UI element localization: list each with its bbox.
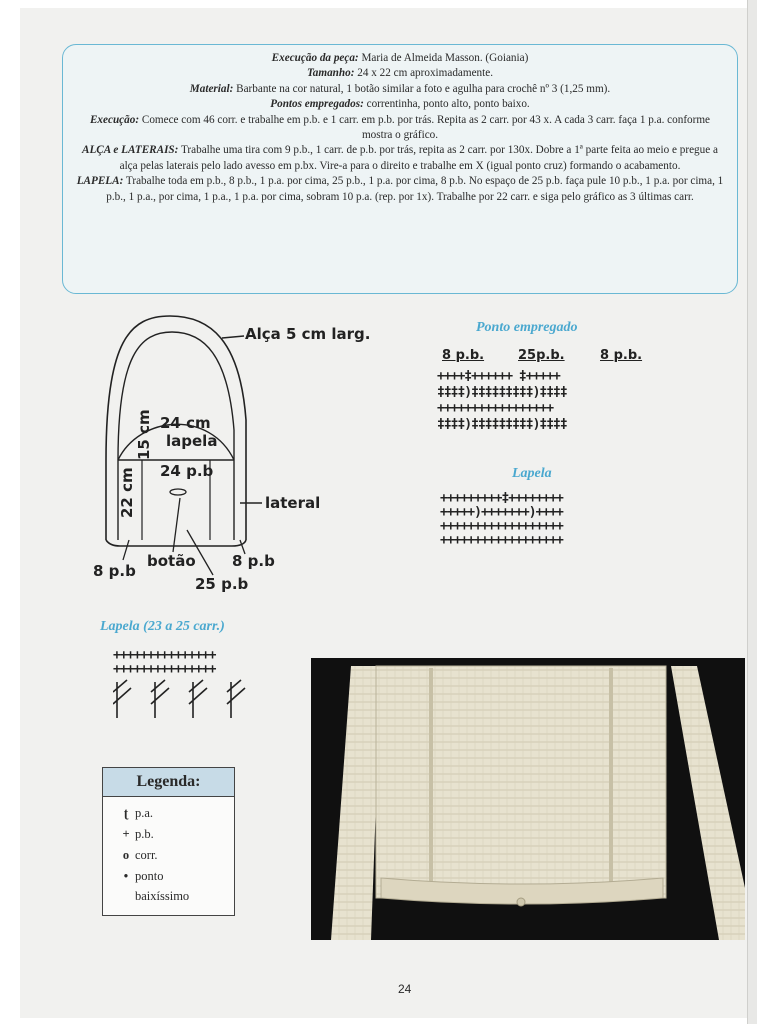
page-number: 24 (398, 982, 412, 996)
diagram-pointers (115, 490, 255, 580)
lapela-chart-title: Lapela (512, 466, 552, 481)
lapela-row-2: +++++)+++++++)++++ (440, 505, 563, 520)
pe-label-right: 8 p.b. (600, 348, 643, 363)
pe-row-4: ‡‡‡‡)‡‡‡‡‡‡‡‡‡)‡‡‡‡ (437, 417, 567, 432)
pb-25-label: 25 p.b (195, 575, 249, 593)
execucao-peca-line: Execução da peça: Maria de Almeida Masson. (Goiania) (271, 52, 529, 64)
botao-label: botão (147, 552, 196, 570)
legend-item-pbx: • ponto (117, 869, 163, 884)
pontos-line: Pontos empregados: correntinha, ponto alto, ponto baixo. (270, 98, 530, 111)
lapela-rows-stitches (113, 678, 263, 720)
pe-label-left: 8 p.b. (442, 348, 485, 363)
material-line: Material: Barbante na cor natural, 1 botão similar a foto e agulha para crochê nº 3 (1,25 mm). (189, 82, 611, 95)
pe-label-mid: 25p.b. (518, 348, 565, 363)
instructions-box (62, 44, 738, 294)
pe-row-1: ++++‡++++++ ‡+++++ (437, 369, 560, 384)
pb-8-left-label: 8 p.b (93, 562, 136, 580)
alca-pointer (222, 332, 246, 342)
lapela-row-3: ++++++++++++++++++ (440, 519, 563, 534)
legend-item-pbx-cont: baixíssimo (135, 889, 190, 903)
alca-label: Alça 5 cm larg. (245, 325, 371, 343)
tamanho-line: Tamanho: 24 x 22 cm aproximadamente. (306, 67, 494, 80)
bag-photo (311, 658, 745, 940)
height-22-label: 22 cm (118, 467, 136, 518)
lr-row-2: +++++++++++++++ (113, 662, 216, 677)
lapela-word-label: lapela (166, 432, 218, 450)
lapela-row-1: +++++++++‡++++++++ (440, 491, 563, 506)
legend-item-pb: + p.b. (117, 827, 154, 842)
corr-symbol-icon: o (122, 848, 130, 862)
pb-24-label: 24 p.b (160, 462, 214, 480)
lapela-rows-title: Lapela (23 a 25 carr.) (100, 619, 225, 634)
lapela-row-4: ++++++++++++++++++ (440, 533, 563, 548)
bag-photo-drawing (311, 658, 745, 940)
execucao-line: Execução: Comece com 46 corr. e trabalhe em p.b. e 1 carr. em p.b. por trás. Repita as 2 carr. por 43 x. A cada 3 carr. faça 1 p.a. conforme mostra o gráfico. (89, 113, 711, 142)
alca-line: ALÇA e LATERAIS: Trabalhe uma tira com 9 p.b., 1 carr. de p.b. por trás, repita as 2 carr. por 130x. Dobre a 1ª parte feita ao meio e pregue a alça pelas laterais pelo lado avesso em p.bx. Vire-a para o direito e trabalhe em X (igual ponto cruz) formando o acabamento. (82, 144, 718, 172)
pa-symbol-icon: ʈ (123, 806, 129, 820)
pb-8-right-label: 8 p.b (232, 552, 275, 570)
ponto-empregado-title: Ponto empregado (476, 320, 578, 335)
legend-box (102, 767, 235, 916)
height-15-label: 15 cm (135, 409, 153, 460)
lapela-width-label: 24 cm (160, 414, 211, 432)
legend-item-pa: ʈ p.a. (117, 806, 153, 821)
lr-row-1: +++++++++++++++ (113, 648, 216, 663)
lateral-label: lateral (265, 494, 321, 512)
lapela-line: LAPELA: Trabalhe toda em p.b., 8 p.b., 1 p.a. por cima, 25 p.b., 1 p.a. por cima, 8 p.b. No espaço de 25 p.b. faça pule 10 p.b., 1 p.a. por cima, 1 p.b., 1 p.a., por cima, 1 p.a., 1 p.a. por cima, sobram 10 p.a. (rep. por 1x). Trabalhe por 22 carr. e siga pelo gráfico as 3 últimas carr. (76, 175, 724, 203)
pbx-symbol-icon: • (123, 869, 129, 883)
pe-row-2: ‡‡‡‡)‡‡‡‡‡‡‡‡‡)‡‡‡‡ (437, 385, 567, 400)
pe-row-3: +++++++++++++++++ (437, 401, 554, 416)
legend-item-corr: o corr. (117, 848, 158, 863)
pb-symbol-icon: + (122, 827, 130, 841)
legend-title: Legenda: (103, 768, 234, 797)
book-spine (747, 0, 757, 1024)
